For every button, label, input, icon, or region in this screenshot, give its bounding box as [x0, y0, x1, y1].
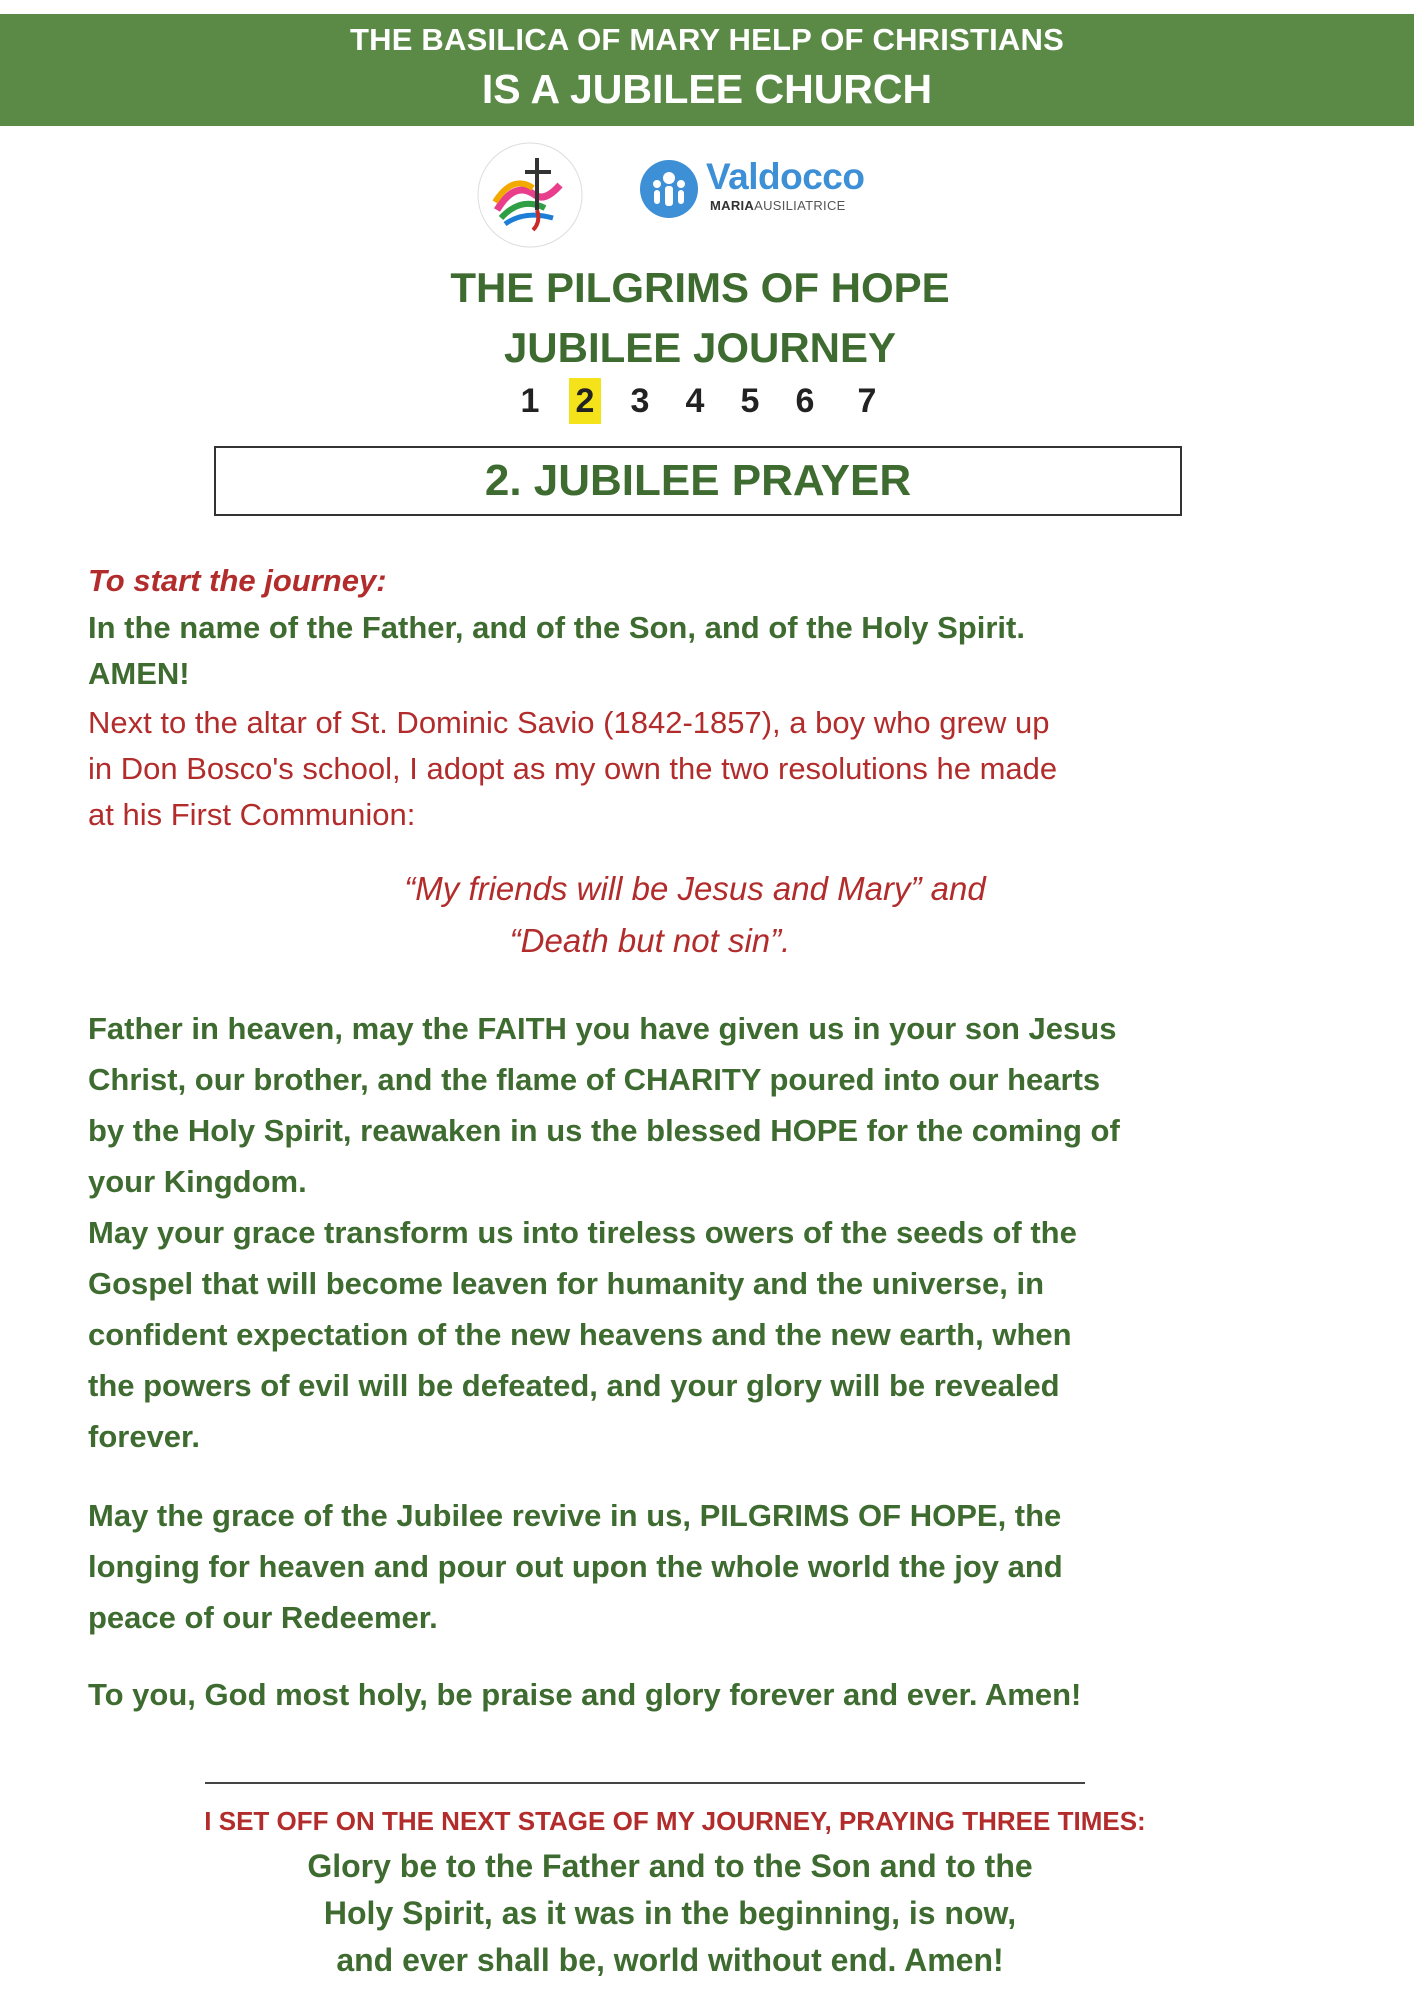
doxology: To you, God most holy, be praise and glory forever and ever. Amen! [88, 1677, 1082, 1712]
savio-line-1: Next to the altar of St. Dominic Savio (1842-1857), a boy who grew up [88, 705, 1050, 740]
intro-heading: To start the journey: [88, 563, 387, 598]
prayer-paragraph-2 [88, 1490, 1248, 1643]
step-6[interactable]: 6 [795, 382, 815, 420]
step-2-active[interactable]: 2 [569, 378, 601, 424]
quote-line-1: “My friends will be Jesus and Mary” and [404, 870, 986, 907]
prayer-line: Gospel that will become leaven for humanity and the universe, in [88, 1266, 1045, 1301]
prayer-line: the powers of evil will be defeated, and your glory will be revealed [88, 1368, 1060, 1403]
journey-steps [0, 378, 1400, 424]
prayer-line: Father in heaven, may the FAITH you have given us in your son Jesus [88, 1011, 1117, 1046]
step-5[interactable]: 5 [740, 382, 760, 420]
prayer-line: by the Holy Spirit, reawaken in us the blessed HOPE for the coming of [88, 1113, 1120, 1148]
valdocco-subtitle: MARIAAUSILIATRICE [710, 198, 846, 213]
step-4[interactable]: 4 [685, 382, 705, 420]
prayer-line: your Kingdom. [88, 1164, 307, 1199]
header-banner [0, 14, 1414, 126]
glory-be-line-3: and ever shall be, world without end. Amen! [336, 1942, 1004, 1978]
sign-of-cross-line-1: In the name of the Father, and of the Son, and of the Holy Spirit. [88, 610, 1025, 645]
section-title: 2. JUBILEE PRAYER [214, 446, 1182, 516]
prayer-line: May your grace transform us into tireless owers of the seeds of the [88, 1215, 1077, 1250]
valdocco-name: Valdocco [706, 156, 865, 197]
glory-be-line-2: Holy Spirit, as it was in the beginning, is now, [323, 1895, 1017, 1931]
banner-line-2: IS A JUBILEE CHURCH [481, 66, 933, 112]
people-icon [640, 160, 698, 218]
prayer-line: longing for heaven and pour out upon the whole world the joy and [88, 1549, 1063, 1584]
page-title-line-1: THE PILGRIMS OF HOPE [450, 264, 950, 311]
quote-line-2: “Death but not sin”. [509, 922, 791, 959]
jubilee-logo [475, 140, 585, 250]
next-stage-instruction: I SET OFF ON THE NEXT STAGE OF MY JOURNEY, PRAYING THREE TIMES: [204, 1806, 1146, 1836]
savio-line-3: at his First Communion: [88, 797, 416, 832]
step-3[interactable]: 3 [630, 382, 650, 420]
page-title-line-2: JUBILEE JOURNEY [503, 324, 897, 371]
banner-line-1: THE BASILICA OF MARY HELP OF CHRISTIANS [350, 22, 1064, 57]
prayer-line: May the grace of the Jubilee revive in us, PILGRIMS OF HOPE, the [88, 1498, 1062, 1533]
savio-line-2: in Don Bosco's school, I adopt as my own the two resolutions he made [88, 751, 1058, 786]
step-7[interactable]: 7 [857, 382, 877, 420]
prayer-line: confident expectation of the new heavens and the new earth, when [88, 1317, 1072, 1352]
prayer-paragraph-1 [88, 1003, 1248, 1462]
prayer-line: Christ, our brother, and the flame of CHARITY poured into our hearts [88, 1062, 1101, 1097]
step-1[interactable]: 1 [520, 382, 540, 420]
glory-be-line-1: Glory be to the Father and to the Son and to the [307, 1848, 1033, 1884]
valdocco-logo [640, 156, 865, 226]
prayer-line: peace of our Redeemer. [88, 1600, 438, 1635]
sign-of-cross-line-2: AMEN! [88, 656, 190, 691]
prayer-line: forever. [88, 1419, 201, 1454]
divider [205, 1782, 1085, 1784]
